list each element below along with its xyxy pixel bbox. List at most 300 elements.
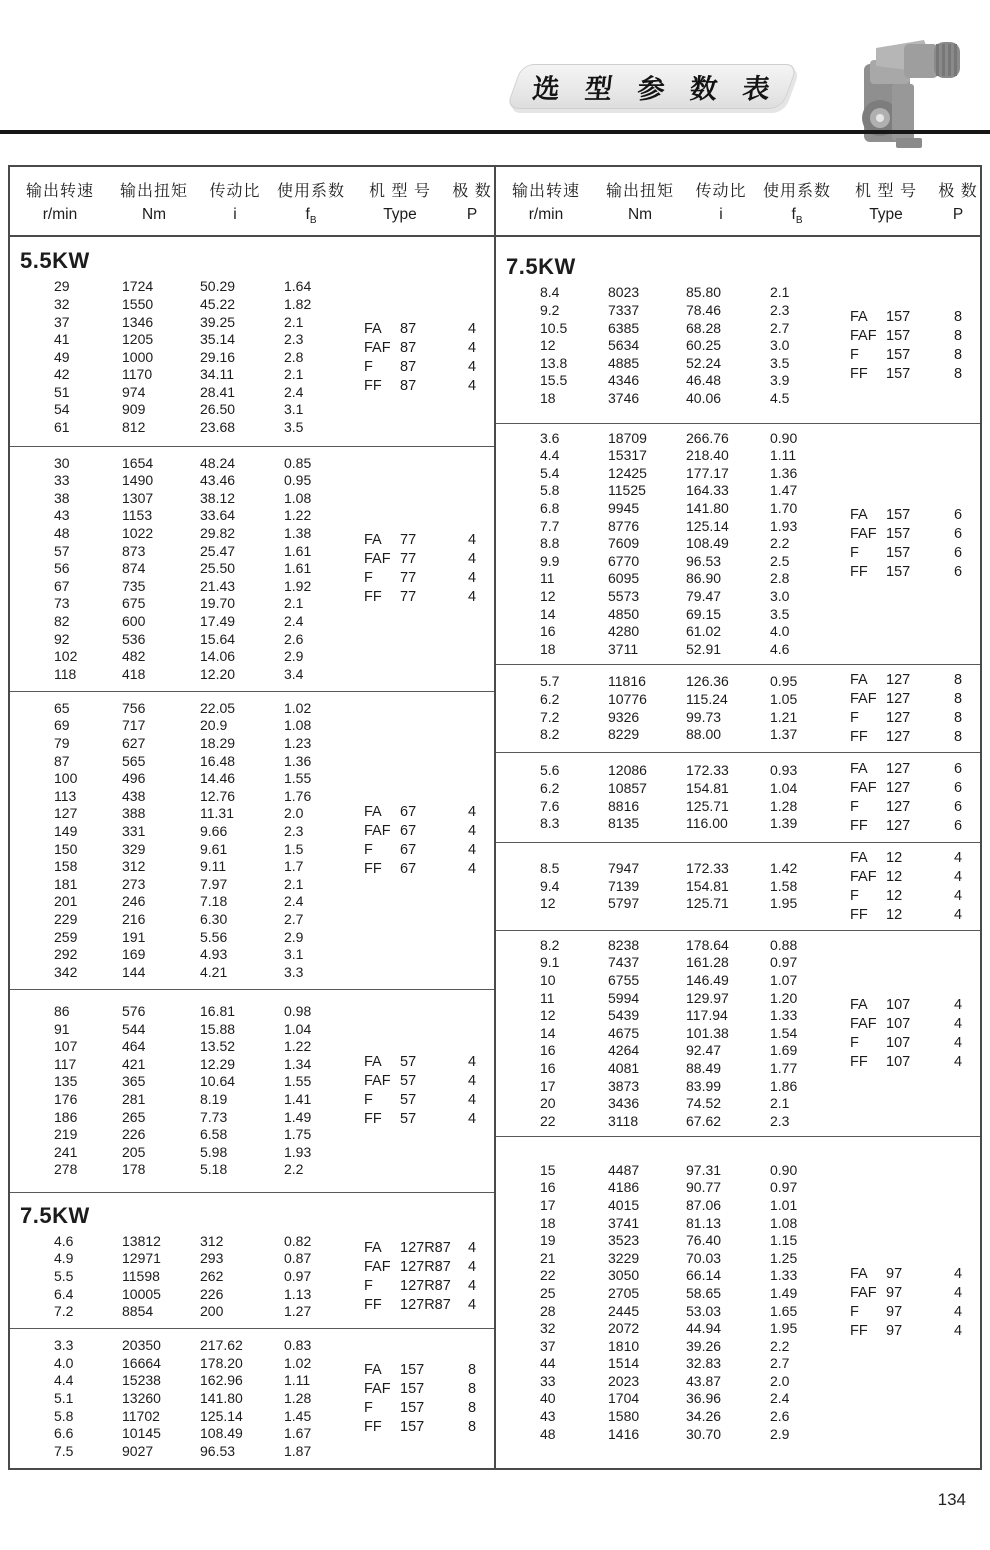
cell-service-factor: 1.58 bbox=[770, 877, 798, 894]
table-row bbox=[540, 447, 830, 465]
cell-output-speed: 37 bbox=[540, 1337, 556, 1354]
pole-count: 8 bbox=[954, 709, 963, 726]
pole-count: 6 bbox=[954, 506, 963, 523]
table-row bbox=[540, 1232, 830, 1250]
column-header-zh: 使用系数 bbox=[762, 182, 831, 200]
table-row bbox=[540, 762, 830, 780]
cell-ratio: 117.94 bbox=[686, 1007, 728, 1024]
table-row bbox=[540, 1162, 830, 1180]
cell-ratio: 69.15 bbox=[686, 605, 722, 622]
type-prefix: FF bbox=[850, 563, 868, 580]
pole-count: 4 bbox=[954, 868, 963, 885]
cell-output-speed: 54 bbox=[54, 401, 70, 418]
cell-output-speed: 4.9 bbox=[54, 1250, 74, 1267]
cell-output-torque: 2072 bbox=[608, 1320, 640, 1337]
cell-output-torque: 13812 bbox=[122, 1232, 161, 1249]
cell-output-speed: 5.6 bbox=[540, 762, 560, 779]
cell-output-speed: 18 bbox=[540, 640, 556, 657]
table-row bbox=[54, 1390, 344, 1408]
type-size: 67 bbox=[400, 860, 417, 877]
column-header-cell bbox=[272, 178, 350, 226]
cell-ratio: 125.71 bbox=[686, 895, 729, 912]
cell-service-factor: 1.38 bbox=[284, 525, 312, 542]
cell-ratio: 44.94 bbox=[686, 1320, 722, 1337]
table-row bbox=[540, 500, 830, 518]
cell-output-speed: 5.4 bbox=[540, 464, 560, 481]
type-prefix: FF bbox=[850, 906, 868, 923]
type-row bbox=[364, 358, 486, 377]
type-row bbox=[850, 690, 972, 709]
cell-output-torque: 717 bbox=[122, 717, 146, 734]
cell-output-torque: 974 bbox=[122, 383, 146, 400]
cell-output-torque: 576 bbox=[122, 1003, 146, 1020]
cell-service-factor: 2.4 bbox=[770, 1390, 790, 1407]
cell-ratio: 293 bbox=[200, 1250, 224, 1267]
pole-count: 8 bbox=[468, 1399, 477, 1416]
cell-service-factor: 1.77 bbox=[770, 1060, 798, 1077]
cell-output-torque: 4346 bbox=[608, 372, 640, 389]
cell-output-speed: 30 bbox=[54, 454, 70, 471]
cell-ratio: 115.24 bbox=[686, 690, 728, 707]
cell-output-speed: 57 bbox=[54, 542, 70, 559]
type-size: 127 bbox=[886, 671, 911, 688]
type-size: 127 bbox=[886, 728, 911, 745]
type-row bbox=[364, 841, 486, 860]
cell-service-factor: 1.93 bbox=[770, 517, 798, 534]
type-row bbox=[364, 822, 486, 841]
cell-service-factor: 1.69 bbox=[770, 1042, 798, 1059]
cell-output-speed: 13.8 bbox=[540, 354, 568, 371]
cell-output-speed: 5.1 bbox=[54, 1389, 74, 1406]
cell-service-factor: 3.9 bbox=[770, 372, 790, 389]
table-row bbox=[54, 858, 344, 876]
cell-output-torque: 909 bbox=[122, 401, 146, 418]
table-row bbox=[54, 1337, 344, 1355]
table-row bbox=[540, 430, 830, 448]
type-prefix: FA bbox=[850, 760, 868, 777]
cell-ratio: 99.73 bbox=[686, 708, 722, 725]
column-header-cell bbox=[836, 178, 936, 226]
cell-service-factor: 1.65 bbox=[770, 1302, 798, 1319]
cell-ratio: 32.83 bbox=[686, 1355, 722, 1372]
cell-output-torque: 7609 bbox=[608, 535, 640, 552]
cell-service-factor: 1.5 bbox=[284, 840, 304, 857]
table-row bbox=[540, 815, 830, 833]
column-header-cell bbox=[936, 178, 980, 226]
cell-output-torque: 627 bbox=[122, 735, 146, 752]
cell-output-speed: 135 bbox=[54, 1073, 78, 1090]
cell-output-torque: 1580 bbox=[608, 1408, 640, 1425]
cell-output-torque: 438 bbox=[122, 787, 146, 804]
table-row bbox=[54, 753, 344, 771]
table-row bbox=[54, 560, 344, 578]
table-row bbox=[540, 1078, 830, 1096]
table-row bbox=[54, 1003, 344, 1021]
column-header-cell bbox=[596, 178, 684, 226]
column-header-zh: 输出转速 bbox=[25, 182, 94, 200]
type-size: 157 bbox=[400, 1361, 425, 1378]
type-size: 67 bbox=[400, 822, 417, 839]
type-prefix: F bbox=[850, 1034, 859, 1051]
cell-ratio: 30.70 bbox=[686, 1425, 722, 1442]
table-section bbox=[496, 752, 980, 842]
table-row bbox=[54, 278, 344, 296]
cell-output-speed: 28 bbox=[540, 1302, 556, 1319]
type-list bbox=[850, 996, 972, 1072]
table-row bbox=[540, 570, 830, 588]
type-prefix: FA bbox=[364, 1054, 382, 1071]
cell-output-speed: 7.7 bbox=[540, 517, 560, 534]
cell-ratio: 88.00 bbox=[686, 726, 722, 743]
column-header-unit: P bbox=[952, 205, 964, 223]
type-size: 87 bbox=[400, 339, 417, 356]
cell-service-factor: 1.25 bbox=[770, 1249, 798, 1266]
cell-output-torque: 191 bbox=[122, 928, 146, 945]
cell-output-speed: 229 bbox=[54, 910, 78, 927]
cell-service-factor: 0.97 bbox=[770, 954, 798, 971]
pole-count: 8 bbox=[954, 366, 963, 382]
cell-service-factor: 0.98 bbox=[284, 1003, 312, 1020]
cell-ratio: 125.14 bbox=[686, 517, 729, 534]
data-rows bbox=[10, 700, 344, 982]
table-row bbox=[540, 1113, 830, 1131]
table-row bbox=[540, 1197, 830, 1215]
type-prefix: FA bbox=[364, 803, 382, 820]
cell-output-speed: 4.0 bbox=[54, 1354, 74, 1371]
type-row bbox=[364, 1277, 486, 1296]
cell-output-torque: 312 bbox=[122, 858, 146, 875]
cell-ratio: 86.90 bbox=[686, 570, 722, 587]
cell-output-speed: 6.2 bbox=[540, 780, 560, 796]
cell-service-factor: 1.08 bbox=[770, 1214, 798, 1231]
table-row bbox=[54, 1303, 344, 1321]
pole-count: 4 bbox=[468, 570, 477, 587]
cell-output-speed: 8.3 bbox=[540, 815, 560, 832]
cell-service-factor: 1.37 bbox=[770, 726, 798, 743]
cell-output-speed: 278 bbox=[54, 1161, 78, 1178]
column-header-left bbox=[10, 167, 494, 237]
cell-ratio: 45.22 bbox=[200, 295, 236, 312]
table-row bbox=[54, 490, 344, 508]
cell-service-factor: 1.22 bbox=[284, 1038, 312, 1055]
cell-ratio: 81.13 bbox=[686, 1214, 722, 1231]
cell-ratio: 12.20 bbox=[200, 665, 236, 682]
cell-ratio: 266.76 bbox=[686, 429, 729, 446]
table-row bbox=[54, 331, 344, 349]
type-prefix: F bbox=[364, 1399, 373, 1416]
pole-count: 4 bbox=[468, 1296, 477, 1313]
cell-output-speed: 5.8 bbox=[54, 1407, 74, 1424]
cell-output-torque: 735 bbox=[122, 577, 146, 594]
data-rows bbox=[496, 1162, 830, 1444]
table-row bbox=[540, 518, 830, 536]
type-list bbox=[850, 671, 972, 747]
cell-ratio: 66.14 bbox=[686, 1267, 722, 1284]
cell-service-factor: 1.95 bbox=[770, 1320, 798, 1337]
cell-output-speed: 32 bbox=[54, 295, 70, 312]
cell-output-torque: 18709 bbox=[608, 429, 647, 446]
table-row bbox=[540, 588, 830, 606]
cell-output-torque: 5634 bbox=[608, 337, 640, 354]
cell-output-speed: 3.6 bbox=[540, 429, 560, 446]
pole-count: 4 bbox=[468, 1239, 477, 1256]
pole-count: 4 bbox=[954, 1265, 963, 1282]
cell-service-factor: 1.36 bbox=[770, 464, 798, 481]
cell-output-torque: 11702 bbox=[122, 1407, 160, 1424]
cell-service-factor: 0.83 bbox=[284, 1337, 312, 1354]
type-prefix: F bbox=[850, 347, 859, 363]
table-row bbox=[540, 302, 830, 320]
table-row bbox=[540, 1060, 830, 1078]
cell-ratio: 125.14 bbox=[200, 1407, 243, 1424]
pole-count: 4 bbox=[468, 822, 477, 839]
cell-output-torque: 874 bbox=[122, 560, 146, 577]
cell-output-speed: 5.7 bbox=[540, 673, 560, 690]
type-row bbox=[850, 327, 972, 346]
table-row bbox=[54, 525, 344, 543]
type-prefix: FA bbox=[850, 996, 868, 1013]
cell-service-factor: 3.1 bbox=[284, 401, 304, 418]
table-row bbox=[540, 1303, 830, 1321]
cell-ratio: 218.40 bbox=[686, 447, 729, 464]
type-row bbox=[364, 1418, 486, 1437]
table-row bbox=[540, 798, 830, 816]
type-row bbox=[364, 588, 486, 607]
cell-service-factor: 2.5 bbox=[770, 552, 790, 569]
pole-count: 4 bbox=[954, 906, 963, 923]
cell-output-speed: 12 bbox=[540, 895, 556, 912]
cell-output-torque: 1490 bbox=[122, 472, 154, 489]
data-rows bbox=[496, 430, 830, 659]
cell-output-speed: 4.6 bbox=[54, 1232, 74, 1249]
cell-output-speed: 9.2 bbox=[540, 302, 560, 319]
cell-service-factor: 1.08 bbox=[284, 717, 312, 734]
type-row bbox=[850, 1053, 972, 1072]
cell-service-factor: 1.23 bbox=[284, 735, 312, 752]
cell-output-torque: 7947 bbox=[608, 860, 640, 877]
cell-output-speed: 65 bbox=[54, 699, 70, 716]
type-size: 87 bbox=[400, 377, 417, 394]
type-row bbox=[850, 544, 972, 563]
cell-ratio: 67.62 bbox=[686, 1112, 722, 1129]
selection-parameter-table bbox=[8, 165, 982, 1470]
type-row bbox=[850, 728, 972, 747]
cell-output-speed: 9.1 bbox=[540, 954, 560, 971]
cell-output-speed: 113 bbox=[54, 787, 77, 804]
cell-service-factor: 3.4 bbox=[284, 665, 304, 682]
cell-output-torque: 6385 bbox=[608, 319, 640, 336]
table-row bbox=[540, 972, 830, 990]
cell-service-factor: 2.9 bbox=[284, 928, 304, 945]
cell-service-factor: 2.1 bbox=[770, 1095, 790, 1112]
cell-ratio: 92.47 bbox=[686, 1042, 722, 1059]
cell-output-torque: 12971 bbox=[122, 1250, 161, 1267]
cell-output-torque: 421 bbox=[122, 1055, 146, 1072]
pole-count: 6 bbox=[954, 760, 963, 777]
table-row bbox=[540, 780, 830, 798]
table-row bbox=[54, 1425, 344, 1443]
table-row bbox=[54, 595, 344, 613]
cell-output-speed: 82 bbox=[54, 613, 70, 630]
page-title-banner bbox=[506, 64, 798, 109]
cell-output-speed: 14 bbox=[540, 1024, 556, 1041]
cell-output-speed: 22 bbox=[540, 1267, 556, 1284]
cell-service-factor: 1.05 bbox=[770, 690, 798, 707]
cell-output-torque: 169 bbox=[122, 946, 146, 963]
cell-ratio: 16.81 bbox=[200, 1003, 236, 1020]
pole-count: 8 bbox=[468, 1380, 477, 1397]
cell-output-torque: 7437 bbox=[608, 954, 640, 971]
cell-output-speed: 16 bbox=[540, 1179, 556, 1196]
cell-ratio: 18.29 bbox=[200, 735, 236, 752]
cell-ratio: 125.71 bbox=[686, 797, 729, 814]
type-size: 157 bbox=[400, 1418, 425, 1435]
column-header-unit: i bbox=[719, 205, 723, 223]
cell-output-torque: 418 bbox=[122, 665, 146, 682]
power-section-label: 5.5KW bbox=[20, 248, 90, 274]
table-row bbox=[540, 691, 830, 709]
cell-service-factor: 1.11 bbox=[284, 1372, 311, 1389]
type-prefix: FF bbox=[364, 860, 382, 877]
cell-service-factor: 1.27 bbox=[284, 1303, 312, 1320]
table-row bbox=[54, 543, 344, 561]
cell-output-torque: 4081 bbox=[608, 1060, 640, 1077]
table-row bbox=[54, 455, 344, 473]
table-row bbox=[540, 355, 830, 373]
table-row bbox=[54, 472, 344, 490]
cell-output-speed: 37 bbox=[54, 313, 70, 330]
cell-ratio: 29.16 bbox=[200, 348, 236, 365]
type-row bbox=[364, 1053, 486, 1072]
cell-ratio: 48.24 bbox=[200, 454, 236, 471]
cell-output-speed: 67 bbox=[54, 577, 70, 594]
table-row bbox=[540, 1267, 830, 1285]
table-row bbox=[540, 860, 830, 878]
pole-count: 4 bbox=[954, 887, 963, 904]
table-row bbox=[540, 1215, 830, 1233]
cell-ratio: 217.62 bbox=[200, 1337, 243, 1354]
cell-output-speed: 4.4 bbox=[54, 1372, 74, 1389]
type-prefix: FF bbox=[850, 728, 868, 745]
table-section bbox=[496, 237, 980, 423]
table-section bbox=[496, 664, 980, 752]
table-row bbox=[540, 553, 830, 571]
table-row bbox=[54, 805, 344, 823]
cell-ratio: 26.50 bbox=[200, 401, 236, 418]
cell-service-factor: 2.9 bbox=[284, 648, 304, 665]
cell-ratio: 34.26 bbox=[686, 1408, 722, 1425]
cell-output-speed: 22 bbox=[540, 1112, 556, 1129]
cell-ratio: 4.21 bbox=[200, 963, 228, 980]
cell-service-factor: 2.6 bbox=[770, 1408, 790, 1425]
cell-service-factor: 1.67 bbox=[284, 1425, 312, 1442]
cell-ratio: 108.49 bbox=[200, 1425, 243, 1442]
cell-output-speed: 41 bbox=[54, 331, 70, 348]
table-row bbox=[54, 1250, 344, 1268]
cell-output-speed: 92 bbox=[54, 630, 70, 647]
cell-service-factor: 2.7 bbox=[284, 910, 304, 927]
type-row bbox=[850, 1034, 972, 1053]
cell-ratio: 12.29 bbox=[200, 1055, 236, 1072]
data-rows bbox=[496, 284, 830, 407]
type-size: 157 bbox=[886, 309, 911, 325]
column-header-zh: 机 型 号 bbox=[369, 182, 431, 200]
power-section-label: 7.5KW bbox=[506, 254, 576, 280]
type-size: 97 bbox=[886, 1265, 903, 1282]
cell-output-torque: 873 bbox=[122, 542, 146, 559]
cell-output-speed: 79 bbox=[54, 735, 70, 752]
cell-output-torque: 329 bbox=[122, 840, 146, 857]
pole-count: 4 bbox=[468, 1277, 477, 1294]
pole-count: 4 bbox=[954, 1015, 963, 1032]
table-row bbox=[540, 709, 830, 727]
type-size: 77 bbox=[400, 589, 417, 606]
cell-output-speed: 12 bbox=[540, 587, 556, 604]
type-prefix: FA bbox=[850, 849, 868, 866]
table-section bbox=[496, 842, 980, 930]
cell-service-factor: 2.2 bbox=[770, 535, 790, 552]
type-prefix: FF bbox=[850, 817, 868, 834]
cell-ratio: 164.33 bbox=[686, 482, 729, 499]
type-row bbox=[850, 798, 972, 817]
cell-ratio: 10.64 bbox=[200, 1073, 236, 1090]
cell-ratio: 7.97 bbox=[200, 875, 228, 892]
table-row bbox=[54, 893, 344, 911]
cell-service-factor: 2.2 bbox=[770, 1337, 790, 1354]
cell-ratio: 76.40 bbox=[686, 1232, 722, 1249]
type-prefix: F bbox=[364, 570, 373, 587]
cell-service-factor: 2.1 bbox=[284, 595, 304, 612]
cell-ratio: 14.06 bbox=[200, 648, 236, 665]
type-prefix: FAF bbox=[364, 822, 391, 839]
cell-output-speed: 9.9 bbox=[540, 552, 560, 569]
table-row bbox=[540, 1408, 830, 1426]
type-list bbox=[364, 1239, 486, 1315]
table-row bbox=[54, 1286, 344, 1304]
data-rows bbox=[496, 673, 830, 743]
cell-ratio: 35.14 bbox=[200, 331, 236, 348]
table-row bbox=[54, 1161, 344, 1179]
table-row bbox=[540, 673, 830, 691]
cell-output-torque: 8816 bbox=[608, 797, 640, 814]
cell-output-speed: 102 bbox=[54, 648, 78, 665]
cell-ratio: 9.66 bbox=[200, 823, 228, 839]
cell-ratio: 39.25 bbox=[200, 313, 236, 330]
type-prefix: FF bbox=[364, 377, 382, 394]
cell-output-speed: 186 bbox=[54, 1108, 78, 1125]
type-prefix: F bbox=[364, 1277, 373, 1294]
table-row bbox=[54, 929, 344, 947]
cell-output-speed: 100 bbox=[54, 770, 78, 787]
cell-output-torque: 9027 bbox=[122, 1442, 154, 1459]
cell-ratio: 23.68 bbox=[200, 419, 236, 436]
cell-output-torque: 1000 bbox=[122, 348, 154, 365]
pole-count: 4 bbox=[468, 1054, 477, 1071]
cell-service-factor: 2.7 bbox=[770, 319, 790, 336]
cell-output-torque: 5797 bbox=[608, 895, 640, 912]
cell-output-torque: 8023 bbox=[608, 284, 640, 301]
column-header-right bbox=[496, 167, 980, 237]
data-rows bbox=[496, 860, 830, 913]
cell-ratio: 74.52 bbox=[686, 1095, 722, 1112]
table-row bbox=[540, 1338, 830, 1356]
cell-service-factor: 1.21 bbox=[770, 708, 798, 725]
cell-ratio: 83.99 bbox=[686, 1077, 722, 1094]
cell-output-speed: 3.3 bbox=[54, 1337, 74, 1354]
cell-output-torque: 365 bbox=[122, 1073, 146, 1090]
type-prefix: FAF bbox=[364, 1258, 391, 1275]
table-row bbox=[540, 990, 830, 1008]
